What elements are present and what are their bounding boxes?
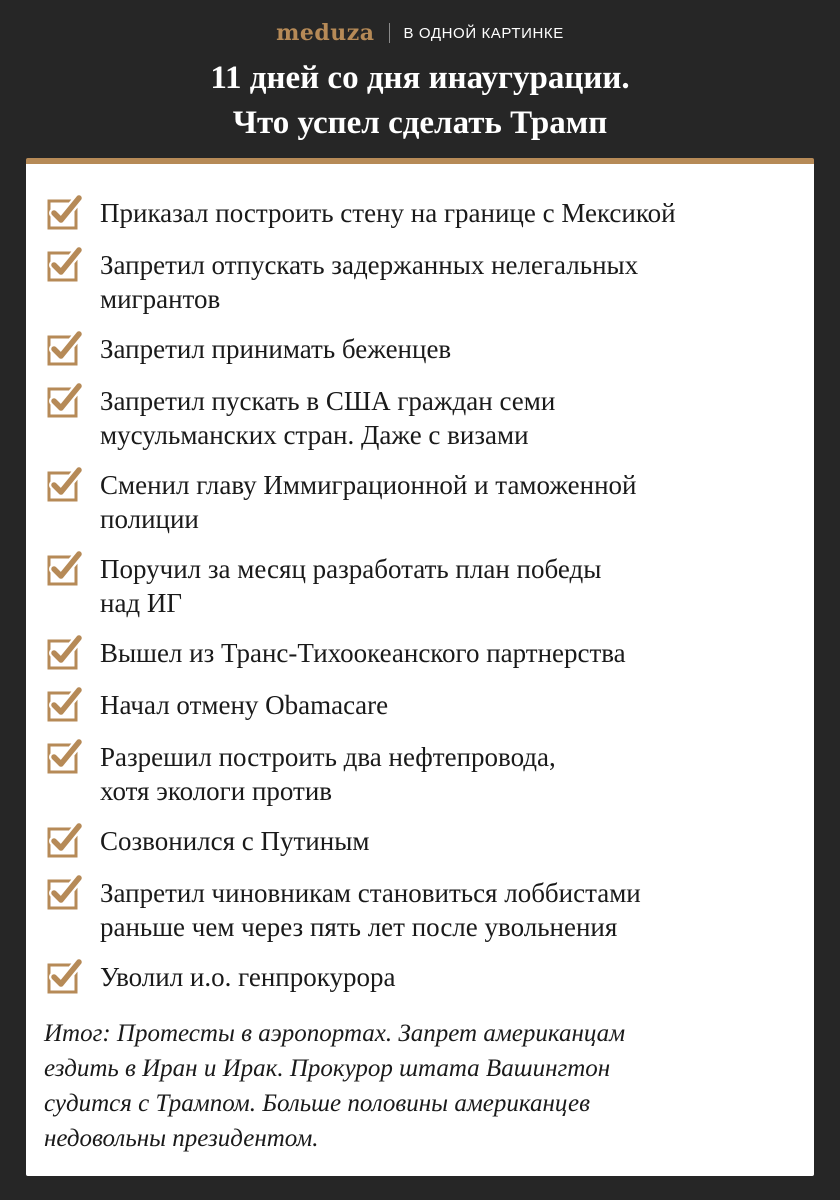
checklist-item: [46, 196, 806, 232]
checklist-item-text: [100, 740, 800, 808]
summary: [44, 1016, 794, 1156]
summary-line-2: ездить в Иран и Ирак. Прокурор штата Вашингтон: [44, 1055, 611, 1082]
header: [0, 0, 840, 160]
brand-divider: [389, 23, 390, 43]
checklist-item-line: мигрантов: [100, 284, 221, 314]
checklist-item: [46, 876, 806, 944]
checklist-item-line: хотя экологи против: [100, 776, 333, 806]
checklist-item-line: Созвонился с Путиным: [100, 826, 370, 856]
summary-line-1: Итог: Протесты в аэропортах. Запрет американцам: [44, 1020, 626, 1047]
brand-row: [0, 18, 840, 48]
checkbox-checked-icon: [46, 192, 86, 232]
checkbox-checked-icon: [46, 464, 86, 504]
checklist-item-line: Уволил и.о. генпрокурора: [100, 962, 396, 992]
checklist-item-line: Запретил чиновникам становиться лоббистами: [100, 878, 641, 908]
checkbox-checked-icon: [46, 956, 86, 996]
checklist-item-line: раньше чем через пять лет после увольнения: [100, 912, 618, 942]
checklist-item: [46, 824, 806, 860]
summary-line-3: судится с Трампом. Больше половины американцев: [44, 1090, 590, 1117]
checklist-item: [46, 740, 806, 808]
checklist-item-line: Вышел из Транс-Тихоокеанского партнерства: [100, 638, 626, 668]
checklist-item-line: мусульманских стран. Даже с визами: [100, 420, 529, 450]
checkbox-checked-icon: [46, 736, 86, 776]
page-title-line-1: 11 дней со дня инаугурации.: [210, 60, 630, 96]
checklist-item-line: Запретил пускать в США граждан семи: [100, 386, 556, 416]
checkbox-checked-icon: [46, 872, 86, 912]
checklist-item-line: Запретил принимать беженцев: [100, 334, 452, 364]
checkbox-checked-icon: [46, 548, 86, 588]
checkbox-checked-icon: [46, 244, 86, 284]
summary-line-4: недовольны президентом.: [44, 1125, 319, 1152]
checklist-item-text: [100, 468, 800, 536]
checkbox-checked-icon: [46, 380, 86, 420]
checklist-item-line: Разрешил построить два нефтепровода,: [100, 742, 556, 772]
checklist-item: [46, 332, 806, 368]
checklist-item-text: [100, 552, 800, 620]
page-title: [0, 56, 840, 146]
checklist-item: [46, 384, 806, 452]
checklist-item: [46, 960, 806, 996]
checkbox-checked-icon: [46, 328, 86, 368]
checklist-item-line: Запретил отпускать задержанных нелегальных: [100, 250, 639, 280]
checklist-item-text: [100, 332, 800, 366]
meduza-logo[interactable]: meduza: [276, 20, 375, 46]
checklist-item: [46, 468, 806, 536]
checklist-card: [26, 158, 814, 1176]
checklist-item: [46, 552, 806, 620]
checklist-item-line: Приказал построить стену на границе с Мексикой: [100, 198, 676, 228]
checklist-item-line: Поручил за месяц разработать план победы: [100, 554, 602, 584]
checklist-item-text: [100, 636, 800, 670]
checklist-item: [46, 248, 806, 316]
checklist-item-text: [100, 688, 800, 722]
checklist-item-text: [100, 248, 800, 316]
checklist-item-text: [100, 196, 800, 230]
checkbox-checked-icon: [46, 684, 86, 724]
checklist-item: [46, 688, 806, 724]
checklist-item: [46, 636, 806, 672]
page-title-line-2: Что успел сделать Трамп: [232, 105, 608, 141]
checklist-item-text: [100, 384, 800, 452]
checklist-item-line: над ИГ: [100, 588, 183, 618]
checklist-item-text: [100, 876, 800, 944]
checklist-item-line: Сменил главу Иммиграционной и таможенной: [100, 470, 637, 500]
section-label: В ОДНОЙ КАРТИНКЕ: [403, 24, 564, 42]
checklist-item-text: [100, 960, 800, 994]
checklist-item-line: Начал отмену Obamacare: [100, 690, 389, 720]
checklist-item-text: [100, 824, 800, 858]
checkbox-checked-icon: [46, 820, 86, 860]
checklist-item-line: полиции: [100, 504, 199, 534]
checkbox-checked-icon: [46, 632, 86, 672]
